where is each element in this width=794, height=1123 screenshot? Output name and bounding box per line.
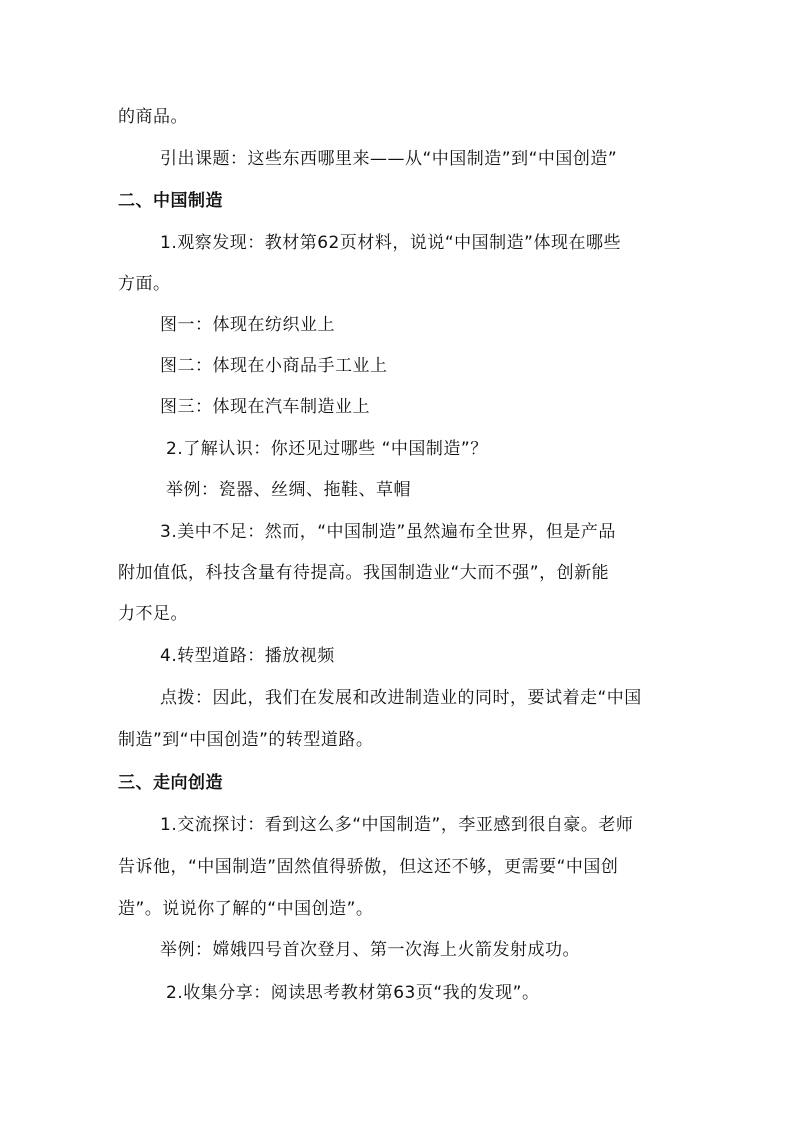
item-4-transformation: 4.转型道路：播放视频 (160, 646, 335, 666)
item-1-observe: 1.观察发现：教材第62页材料，说说“中国制造”体现在哪些 (160, 233, 621, 253)
guidance-continuation: 制造”到“中国创造”的转型道路。 (118, 730, 374, 750)
guidance-note: 点拨：因此，我们在发展和改进制造业的同时，要试着走“中国 (160, 688, 642, 708)
item-1-discussion: 1.交流探讨：看到这么多“中国制造”，李亚感到很自豪。老师 (160, 815, 634, 835)
item-1-discussion-continuation-1: 告诉他，“中国制造”固然值得骄傲，但这还不够，更需要“中国创 (118, 857, 619, 877)
section-heading-made-in-china: 二、中国制造 (118, 191, 223, 211)
item-3-continuation-1: 附加值低，科技含量有待提高。我国制造业“大而不强”，创新能 (118, 563, 610, 583)
figure-3-note: 图三：体现在汽车制造业上 (160, 397, 370, 417)
item-3-shortcoming: 3.美中不足：然而，“中国制造”虽然遍布全世界，但是产品 (160, 522, 616, 542)
figure-1-note: 图一：体现在纺织业上 (160, 315, 335, 335)
section-heading-toward-creation: 三、走向创造 (118, 773, 223, 793)
topic-introduction: 引出课题：这些东西哪里来——从“中国制造”到“中国创造” (160, 149, 618, 169)
paragraph-continuation: 的商品。 (118, 107, 188, 127)
item-3-continuation-2: 力不足。 (118, 604, 188, 624)
example-2: 举例：嫦娥四号首次登月、第一次海上火箭发射成功。 (160, 940, 580, 960)
item-2-understand: 2.了解认识：你还见过哪些 “中国制造”？ (166, 439, 488, 459)
item-2-collect-share: 2.收集分享：阅读思考教材第63页“我的发现”。 (166, 983, 540, 1003)
item-1-continuation: 方面。 (118, 274, 171, 294)
item-1-discussion-continuation-2: 造”。说说你了解的“中国创造”。 (118, 899, 374, 919)
figure-2-note: 图二：体现在小商品手工业上 (160, 356, 388, 376)
example-1: 举例：瓷器、丝绸、拖鞋、草帽 (166, 480, 411, 500)
